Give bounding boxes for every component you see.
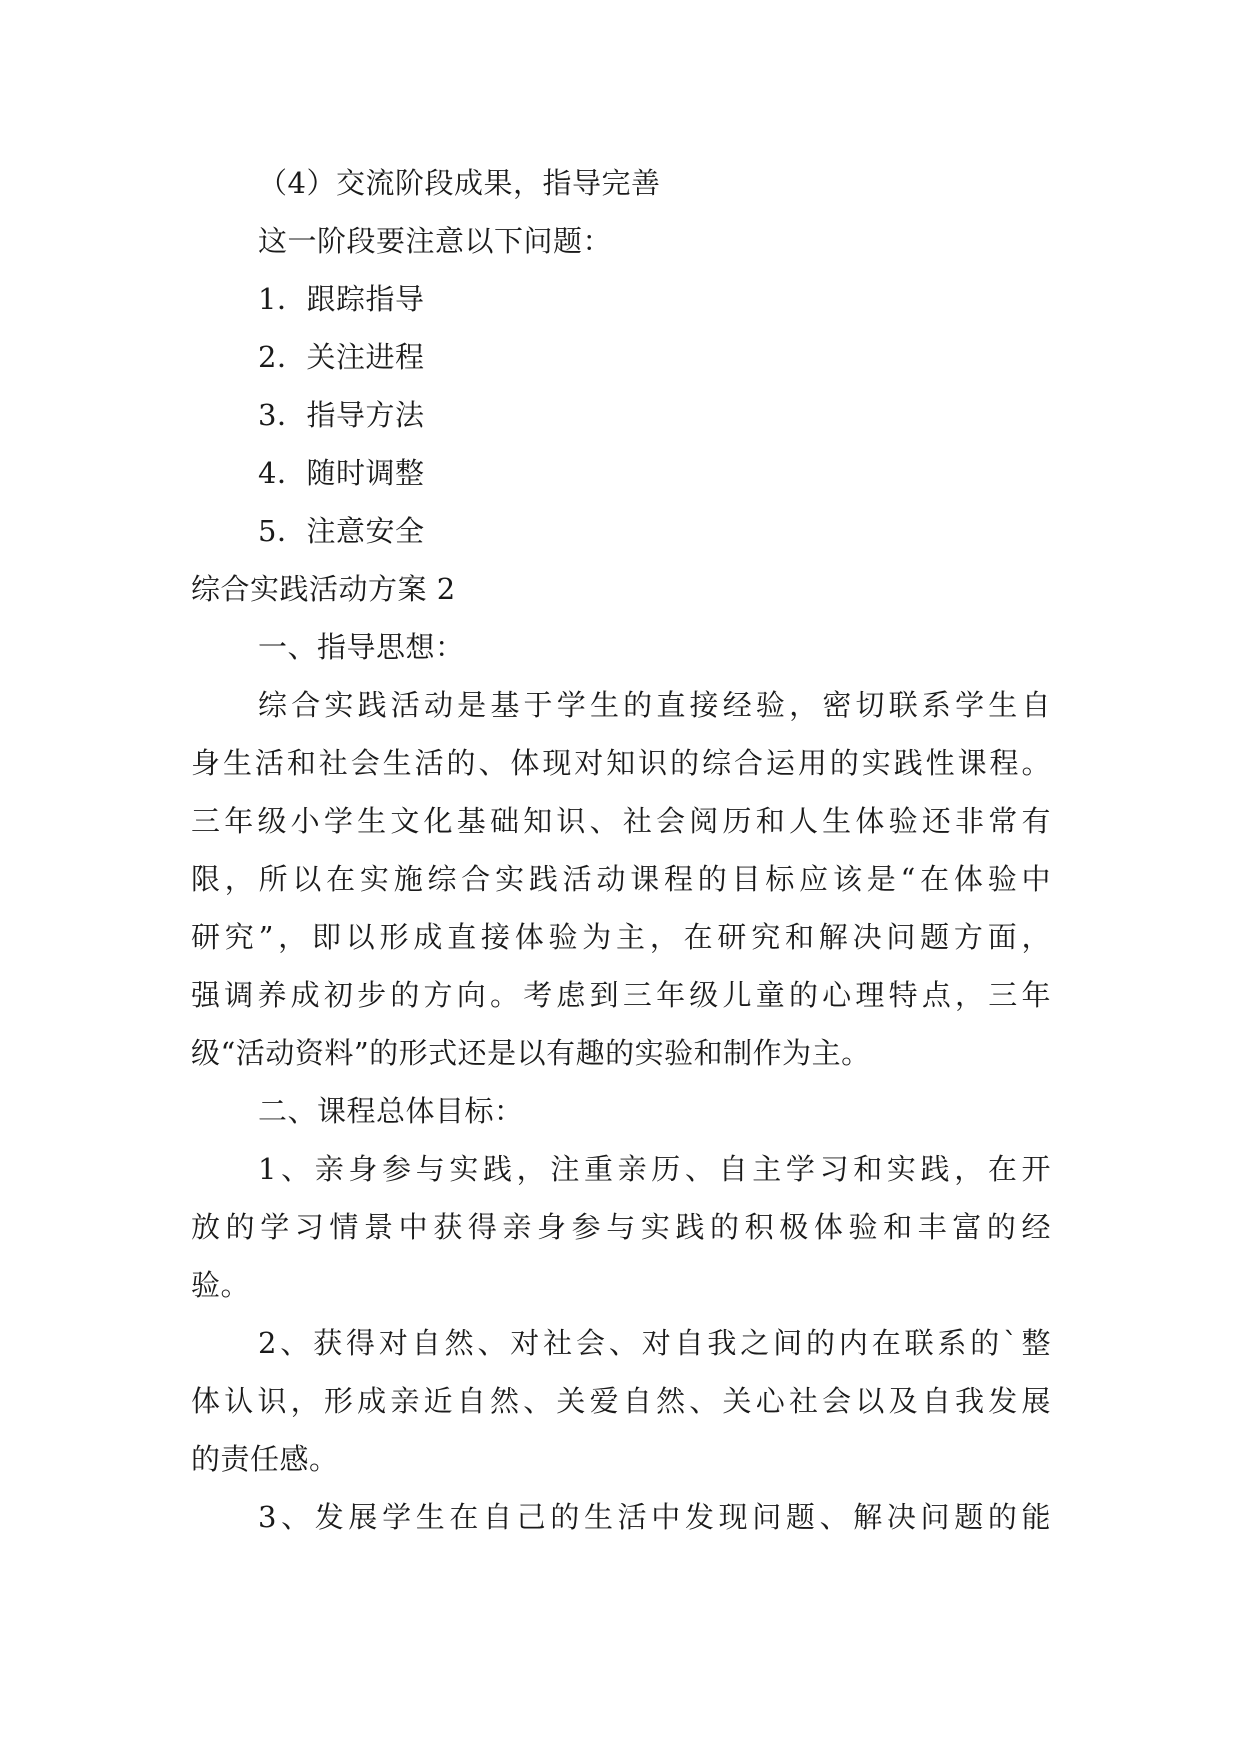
section-heading: 二、课程总体目标： — [258, 1094, 524, 1128]
paragraph-line: 2、获得对自然、对社会、对自我之间的内在联系的`整 — [258, 1326, 1051, 1360]
list-item: 5．注意安全 — [258, 514, 425, 548]
paragraph-line: 的责任感。 — [191, 1442, 339, 1476]
list-item: 2．关注进程 — [258, 340, 425, 374]
paragraph-line: 验。 — [191, 1268, 251, 1302]
section-heading: 一、指导思想： — [258, 630, 465, 664]
paragraph-line: 身生活和社会生活的、体现对知识的综合运用的实践性课程。 — [191, 746, 1051, 780]
paragraph-line: 研究”，即以形成直接体验为主，在研究和解决问题方面， — [191, 920, 1051, 954]
paragraph-line: 限，所以在实施综合实践活动课程的目标应该是“在体验中 — [191, 862, 1051, 896]
paragraph-line: 级“活动资料”的形式还是以有趣的实验和制作为主。 — [191, 1036, 871, 1070]
paragraph-line: 3、发展学生在自己的生活中发现问题、解决问题的能 — [258, 1500, 1051, 1534]
paragraph-line: 强调养成初步的方向。考虑到三年级儿童的心理特点，三年 — [191, 978, 1051, 1012]
list-item: 1．跟踪指导 — [258, 282, 425, 316]
paragraph-line: 体认识，形成亲近自然、关爱自然、关心社会以及自我发展 — [191, 1384, 1051, 1418]
step-4-line: （4）交流阶段成果，指导完善 — [258, 166, 661, 200]
paragraph-line: 三年级小学生文化基础知识、社会阅历和人生体验还非常有 — [191, 804, 1051, 838]
paragraph-line: 1、亲身参与实践，注重亲历、自主学习和实践，在开 — [258, 1152, 1051, 1186]
list-item: 4．随时调整 — [258, 456, 425, 490]
notice-intro-line: 这一阶段要注意以下问题： — [258, 224, 613, 258]
paragraph-line: 放的学习情景中获得亲身参与实践的积极体验和丰富的经 — [191, 1210, 1051, 1244]
section-title: 综合实践活动方案 2 — [191, 572, 456, 606]
paragraph-line: 综合实践活动是基于学生的直接经验，密切联系学生自 — [258, 688, 1051, 722]
list-item: 3．指导方法 — [258, 398, 425, 432]
